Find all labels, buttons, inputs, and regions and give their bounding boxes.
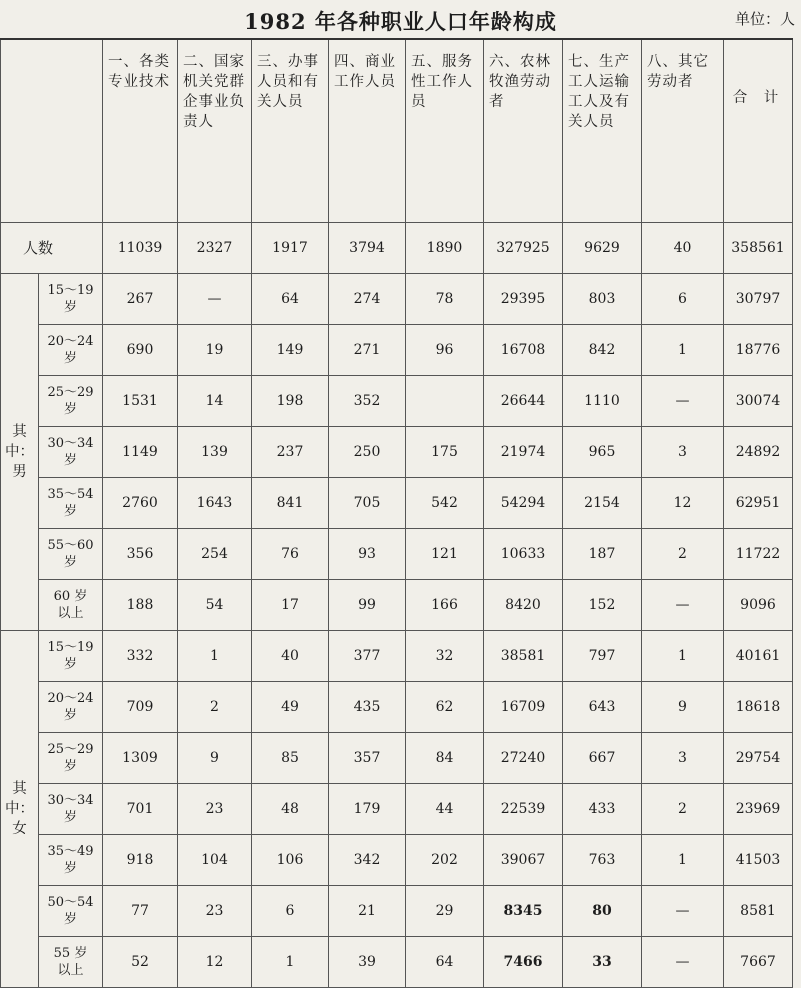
table-cell: 29395 bbox=[484, 274, 563, 325]
age-label bbox=[39, 427, 103, 478]
table-row bbox=[1, 325, 793, 376]
table-cell: 16708 bbox=[484, 325, 563, 376]
table-cell: 99 bbox=[329, 580, 406, 631]
header-corner bbox=[1, 39, 103, 223]
table-cell: 24892 bbox=[724, 427, 793, 478]
table-cell: 352 bbox=[329, 376, 406, 427]
age-label bbox=[39, 529, 103, 580]
table-cell: 267 bbox=[103, 274, 178, 325]
table-cell: 84 bbox=[406, 733, 484, 784]
table-cell: 9096 bbox=[724, 580, 793, 631]
table-row bbox=[1, 529, 793, 580]
table-cell: 149 bbox=[252, 325, 329, 376]
table-cell: 6 bbox=[252, 886, 329, 937]
table-cell: 30074 bbox=[724, 376, 793, 427]
table-cell: — bbox=[642, 376, 724, 427]
table-cell: 104 bbox=[178, 835, 252, 886]
table-cell: 85 bbox=[252, 733, 329, 784]
age-label-line: 20～24 bbox=[47, 334, 94, 349]
table-cell: 271 bbox=[329, 325, 406, 376]
table-cell: 1 bbox=[642, 835, 724, 886]
table-cell: 23969 bbox=[724, 784, 793, 835]
table-cell: 667 bbox=[563, 733, 642, 784]
age-label bbox=[39, 631, 103, 682]
table-cell: 62 bbox=[406, 682, 484, 733]
table-cell: 274 bbox=[329, 274, 406, 325]
age-label bbox=[39, 580, 103, 631]
age-label-line: 岁 bbox=[63, 504, 77, 519]
table-cell: 26644 bbox=[484, 376, 563, 427]
table-row bbox=[1, 733, 793, 784]
table-cell: 9629 bbox=[563, 223, 642, 274]
table-cell: 188 bbox=[103, 580, 178, 631]
table-cell: 48 bbox=[252, 784, 329, 835]
table-row bbox=[1, 580, 793, 631]
table-cell: 18776 bbox=[724, 325, 793, 376]
table-cell: 44 bbox=[406, 784, 484, 835]
age-label-line: 岁 bbox=[63, 759, 77, 774]
header-cell: 五、服务性工作人员 bbox=[406, 39, 484, 223]
table-cell: 22539 bbox=[484, 784, 563, 835]
table-cell: — bbox=[642, 886, 724, 937]
age-label bbox=[39, 274, 103, 325]
table-cell: 709 bbox=[103, 682, 178, 733]
age-label-line: 以上 bbox=[57, 606, 84, 621]
header-cell: 七、生产工人运输工人及有关人员 bbox=[563, 39, 642, 223]
table-cell: 18618 bbox=[724, 682, 793, 733]
table-row bbox=[1, 631, 793, 682]
table-cell: 21 bbox=[329, 886, 406, 937]
table-cell: 40 bbox=[642, 223, 724, 274]
table-cell: 356 bbox=[103, 529, 178, 580]
table-row bbox=[1, 376, 793, 427]
table-cell: 342 bbox=[329, 835, 406, 886]
table-cell: 3 bbox=[642, 427, 724, 478]
table-cell: 52 bbox=[103, 937, 178, 988]
table-cell: 2 bbox=[642, 784, 724, 835]
table-cell: 1149 bbox=[103, 427, 178, 478]
table-cell: 23 bbox=[178, 784, 252, 835]
age-label bbox=[39, 376, 103, 427]
table-cell: 803 bbox=[563, 274, 642, 325]
age-label bbox=[39, 325, 103, 376]
table-cell: 121 bbox=[406, 529, 484, 580]
table-cell: 14 bbox=[178, 376, 252, 427]
table-cell: 11039 bbox=[103, 223, 178, 274]
table-cell: 1917 bbox=[252, 223, 329, 274]
table-cell: 918 bbox=[103, 835, 178, 886]
table-cell: 2 bbox=[642, 529, 724, 580]
table-cell: 96 bbox=[406, 325, 484, 376]
table-cell: 39 bbox=[329, 937, 406, 988]
age-label-line: 岁 bbox=[63, 351, 77, 366]
age-label bbox=[39, 886, 103, 937]
age-label bbox=[39, 478, 103, 529]
total-row bbox=[1, 223, 793, 274]
table-cell: 29754 bbox=[724, 733, 793, 784]
table-cell: 8420 bbox=[484, 580, 563, 631]
table-cell: 842 bbox=[563, 325, 642, 376]
age-label bbox=[39, 682, 103, 733]
table-cell: 1 bbox=[642, 631, 724, 682]
table-cell: 701 bbox=[103, 784, 178, 835]
age-label-line: 55～60 bbox=[47, 538, 94, 553]
table-cell bbox=[406, 376, 484, 427]
table-cell: 1890 bbox=[406, 223, 484, 274]
table-cell: 29 bbox=[406, 886, 484, 937]
header-cell: 四、商业工作人员 bbox=[329, 39, 406, 223]
header-cell: 六、农林牧渔劳动者 bbox=[484, 39, 563, 223]
table-cell: 41503 bbox=[724, 835, 793, 886]
header-cell: 一、各类专业技术 bbox=[103, 39, 178, 223]
table-cell: 2 bbox=[178, 682, 252, 733]
age-label-line: 25～29 bbox=[47, 742, 94, 757]
table-cell: 433 bbox=[563, 784, 642, 835]
table-cell: 32 bbox=[406, 631, 484, 682]
group-label: 其中：女 bbox=[1, 631, 39, 988]
table-cell: 358561 bbox=[724, 223, 793, 274]
table-cell: 357 bbox=[329, 733, 406, 784]
age-label-line: 30～34 bbox=[47, 436, 94, 451]
age-label-line: 岁 bbox=[63, 810, 77, 825]
table-cell: 2327 bbox=[178, 223, 252, 274]
table-cell: 54294 bbox=[484, 478, 563, 529]
table-cell: 54 bbox=[178, 580, 252, 631]
table-cell: 21974 bbox=[484, 427, 563, 478]
table-cell: 965 bbox=[563, 427, 642, 478]
table-cell: 198 bbox=[252, 376, 329, 427]
table-cell: 19 bbox=[178, 325, 252, 376]
table-cell: 39067 bbox=[484, 835, 563, 886]
table-cell: 12 bbox=[178, 937, 252, 988]
table-cell: 106 bbox=[252, 835, 329, 886]
table-cell: 327925 bbox=[484, 223, 563, 274]
table-cell: 1531 bbox=[103, 376, 178, 427]
table-cell: 175 bbox=[406, 427, 484, 478]
table-cell: 6 bbox=[642, 274, 724, 325]
table-cell: 250 bbox=[329, 427, 406, 478]
age-label-line: 55 岁 bbox=[53, 946, 88, 961]
age-label-line: 50～54 bbox=[47, 895, 94, 910]
age-label-line: 25～29 bbox=[47, 385, 94, 400]
table-cell: 1 bbox=[178, 631, 252, 682]
table-cell: 30797 bbox=[724, 274, 793, 325]
table-cell: 64 bbox=[252, 274, 329, 325]
header-cell-total: 合 计 bbox=[724, 39, 793, 223]
table-cell: 78 bbox=[406, 274, 484, 325]
age-label-line: 岁 bbox=[63, 861, 77, 876]
table-cell: 9 bbox=[178, 733, 252, 784]
table-row bbox=[1, 886, 793, 937]
table-cell: 377 bbox=[329, 631, 406, 682]
table-cell: 80 bbox=[563, 886, 642, 937]
table-cell: 763 bbox=[563, 835, 642, 886]
header-cell: 二、国家机关党群企事业负责人 bbox=[178, 39, 252, 223]
age-label bbox=[39, 733, 103, 784]
table-row bbox=[1, 274, 793, 325]
table-row bbox=[1, 682, 793, 733]
table-cell: 841 bbox=[252, 478, 329, 529]
age-label-line: 30～34 bbox=[47, 793, 94, 808]
table-cell: 179 bbox=[329, 784, 406, 835]
table-cell: 797 bbox=[563, 631, 642, 682]
table-cell: 16709 bbox=[484, 682, 563, 733]
header-row bbox=[1, 39, 793, 223]
table-cell: 12 bbox=[642, 478, 724, 529]
table-cell: 1 bbox=[642, 325, 724, 376]
age-label bbox=[39, 784, 103, 835]
age-label-line: 岁 bbox=[63, 402, 77, 417]
table-cell: 10633 bbox=[484, 529, 563, 580]
table-cell: 690 bbox=[103, 325, 178, 376]
table-cell: 166 bbox=[406, 580, 484, 631]
table-cell: 62951 bbox=[724, 478, 793, 529]
table-cell: 1 bbox=[252, 937, 329, 988]
table-row bbox=[1, 937, 793, 988]
age-label bbox=[39, 937, 103, 988]
table-cell: 3794 bbox=[329, 223, 406, 274]
table-cell: 187 bbox=[563, 529, 642, 580]
table-cell: 23 bbox=[178, 886, 252, 937]
table-cell: 9 bbox=[642, 682, 724, 733]
age-label-line: 20～24 bbox=[47, 691, 94, 706]
table-cell: 40161 bbox=[724, 631, 793, 682]
table-row bbox=[1, 478, 793, 529]
table-cell: — bbox=[178, 274, 252, 325]
age-label-line: 岁 bbox=[63, 555, 77, 570]
table-cell: 17 bbox=[252, 580, 329, 631]
table-row bbox=[1, 427, 793, 478]
age-label-line: 岁 bbox=[63, 708, 77, 723]
table-cell: 27240 bbox=[484, 733, 563, 784]
table-cell: 202 bbox=[406, 835, 484, 886]
age-label-line: 15～19 bbox=[47, 640, 94, 655]
table-cell: 2760 bbox=[103, 478, 178, 529]
age-structure-table bbox=[0, 38, 793, 988]
table-cell: 139 bbox=[178, 427, 252, 478]
table-cell: 7667 bbox=[724, 937, 793, 988]
table-row bbox=[1, 835, 793, 886]
group-label: 其中：男 bbox=[1, 274, 39, 631]
age-label-line: 35～54 bbox=[47, 487, 94, 502]
age-label-line: 60 岁 bbox=[53, 589, 88, 604]
table-cell: — bbox=[642, 580, 724, 631]
table-cell: 152 bbox=[563, 580, 642, 631]
age-label-line: 15～19 bbox=[47, 283, 94, 298]
age-label-line: 岁 bbox=[63, 912, 77, 927]
table-cell: — bbox=[642, 937, 724, 988]
table-cell: 705 bbox=[329, 478, 406, 529]
table-cell: 1643 bbox=[178, 478, 252, 529]
table-cell: 11722 bbox=[724, 529, 793, 580]
table-cell: 8581 bbox=[724, 886, 793, 937]
table-cell: 64 bbox=[406, 937, 484, 988]
table-cell: 49 bbox=[252, 682, 329, 733]
table-cell: 332 bbox=[103, 631, 178, 682]
header-cell: 三、办事人员和有关人员 bbox=[252, 39, 329, 223]
table-cell: 237 bbox=[252, 427, 329, 478]
table-row bbox=[1, 784, 793, 835]
table-cell: 542 bbox=[406, 478, 484, 529]
page-title: 1982 年各种职业人口年龄构成 bbox=[244, 9, 557, 34]
table-cell: 1110 bbox=[563, 376, 642, 427]
table-cell: 93 bbox=[329, 529, 406, 580]
table-cell: 77 bbox=[103, 886, 178, 937]
table-cell: 2154 bbox=[563, 478, 642, 529]
table-cell: 38581 bbox=[484, 631, 563, 682]
table-cell: 1309 bbox=[103, 733, 178, 784]
table-cell: 33 bbox=[563, 937, 642, 988]
table-cell: 435 bbox=[329, 682, 406, 733]
age-label-line: 岁 bbox=[63, 453, 77, 468]
age-label bbox=[39, 835, 103, 886]
age-label-line: 岁 bbox=[63, 657, 77, 672]
total-label: 人数 bbox=[1, 223, 103, 274]
table-cell: 254 bbox=[178, 529, 252, 580]
header-cell: 八、其它劳动者 bbox=[642, 39, 724, 223]
age-label-line: 35～49 bbox=[47, 844, 94, 859]
table-cell: 7466 bbox=[484, 937, 563, 988]
table-cell: 76 bbox=[252, 529, 329, 580]
table-cell: 8345 bbox=[484, 886, 563, 937]
table-cell: 643 bbox=[563, 682, 642, 733]
age-label-line: 以上 bbox=[57, 963, 84, 978]
table-cell: 40 bbox=[252, 631, 329, 682]
table-cell: 3 bbox=[642, 733, 724, 784]
unit-label: 单位：人 bbox=[734, 10, 795, 28]
age-label-line: 岁 bbox=[63, 300, 77, 315]
